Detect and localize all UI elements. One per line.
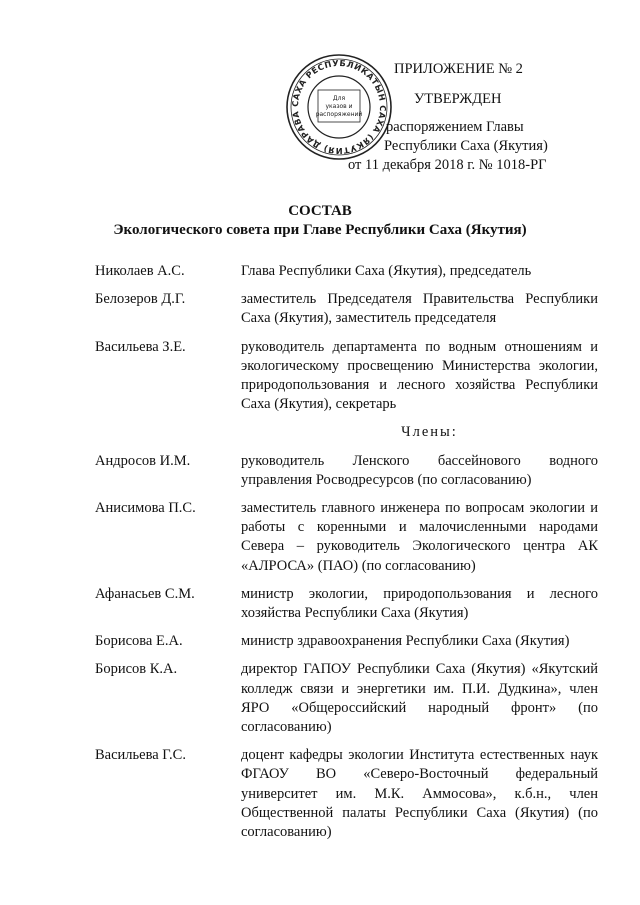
member-role: руководитель департамента по водным отношениям и экологическому просвещению Министерства экологии, природопользования и лесного хозяйства Республики Саха (Якутия), секретарь	[241, 338, 598, 413]
svg-text:САХА РЕСПУБЛИКАТЫН САХА (ЯКУТИ: САХА РЕСПУБЛИКАТЫН САХА (ЯКУТИЯ) ДАРАВА	[289, 57, 389, 157]
title-line-2: Экологического совета при Главе Республики Саха (Якутия)	[113, 222, 527, 238]
member-row	[95, 452, 598, 490]
member-name: Борисова Е.А.	[95, 633, 183, 650]
appendix-number: ПРИЛОЖЕНИЕ № 2	[394, 61, 523, 77]
member-row	[95, 338, 598, 415]
member-name: Андросов И.М.	[95, 452, 191, 469]
approval-republic-line: Республики Саха (Якутия)	[384, 138, 548, 154]
member-row	[95, 660, 598, 737]
member-role: руководитель Ленского бассейнового водного управления Росводресурсов (по согласованию)	[241, 452, 598, 488]
svg-text:указов и: указов и	[325, 103, 353, 110]
approved-label: УТВЕРЖДЕН	[414, 91, 502, 107]
title-line-1: СОСТАВ	[288, 203, 352, 219]
member-role: директор ГАПОУ Республики Саха (Якутия) «Якутский колледж связи и энергетики им. П.И. Дудкина», член ЯРО «Общероссийский народный фронт» (по согласованию)	[241, 661, 598, 736]
member-row	[95, 499, 598, 576]
member-name: Анисимова П.С.	[95, 500, 196, 517]
member-role: доцент кафедры экологии Института естественных наук ФГАОУ ВО «Северо-Восточный федеральный университет им. М.К. Аммосова», к.б.н., член Общественной палаты Республики Саха (Якутия) (по согласованию)	[241, 747, 598, 841]
svg-text:Для: Для	[332, 95, 346, 102]
member-role: Глава Республики Саха (Якутия), председатель	[241, 263, 532, 279]
approval-order-line: распоряжением Главы	[386, 119, 524, 135]
member-row	[95, 585, 598, 623]
official-seal-stamp	[284, 52, 394, 162]
member-name: Афанасьев С.М.	[95, 585, 195, 602]
member-name: Борисов К.А.	[95, 661, 178, 678]
members-heading: Члены:	[401, 424, 458, 441]
member-role: министр экологии, природопользования и лесного хозяйства Республики Саха (Якутия)	[241, 585, 598, 622]
member-role: заместитель Председателя Правительства Республики Саха (Якутия), заместитель председателя	[241, 291, 598, 327]
svg-text:распоряжений: распоряжений	[315, 111, 363, 118]
member-row	[95, 632, 598, 651]
member-name: Васильева З.Е.	[95, 338, 186, 355]
member-role: министр здравоохранения Республики Саха (Якутия)	[241, 633, 570, 650]
member-role: заместитель главного инженера по вопросам экологии и работы с коренными и малочисленными народами Севера – руководитель Экологического центра АК «АЛРОСА» (ПАО) (по согласованию)	[241, 500, 598, 574]
member-name: Николаев А.С.	[95, 263, 185, 279]
member-row	[95, 290, 598, 328]
member-row	[95, 262, 598, 281]
document-title	[0, 202, 640, 240]
member-name: Васильева Г.С.	[95, 747, 186, 764]
member-row	[95, 746, 598, 842]
council-composition	[95, 262, 598, 851]
approval-date-number: от 11 декабря 2018 г. № 1018-РГ	[348, 157, 547, 173]
member-name: Белозеров Д.Г.	[95, 291, 186, 308]
